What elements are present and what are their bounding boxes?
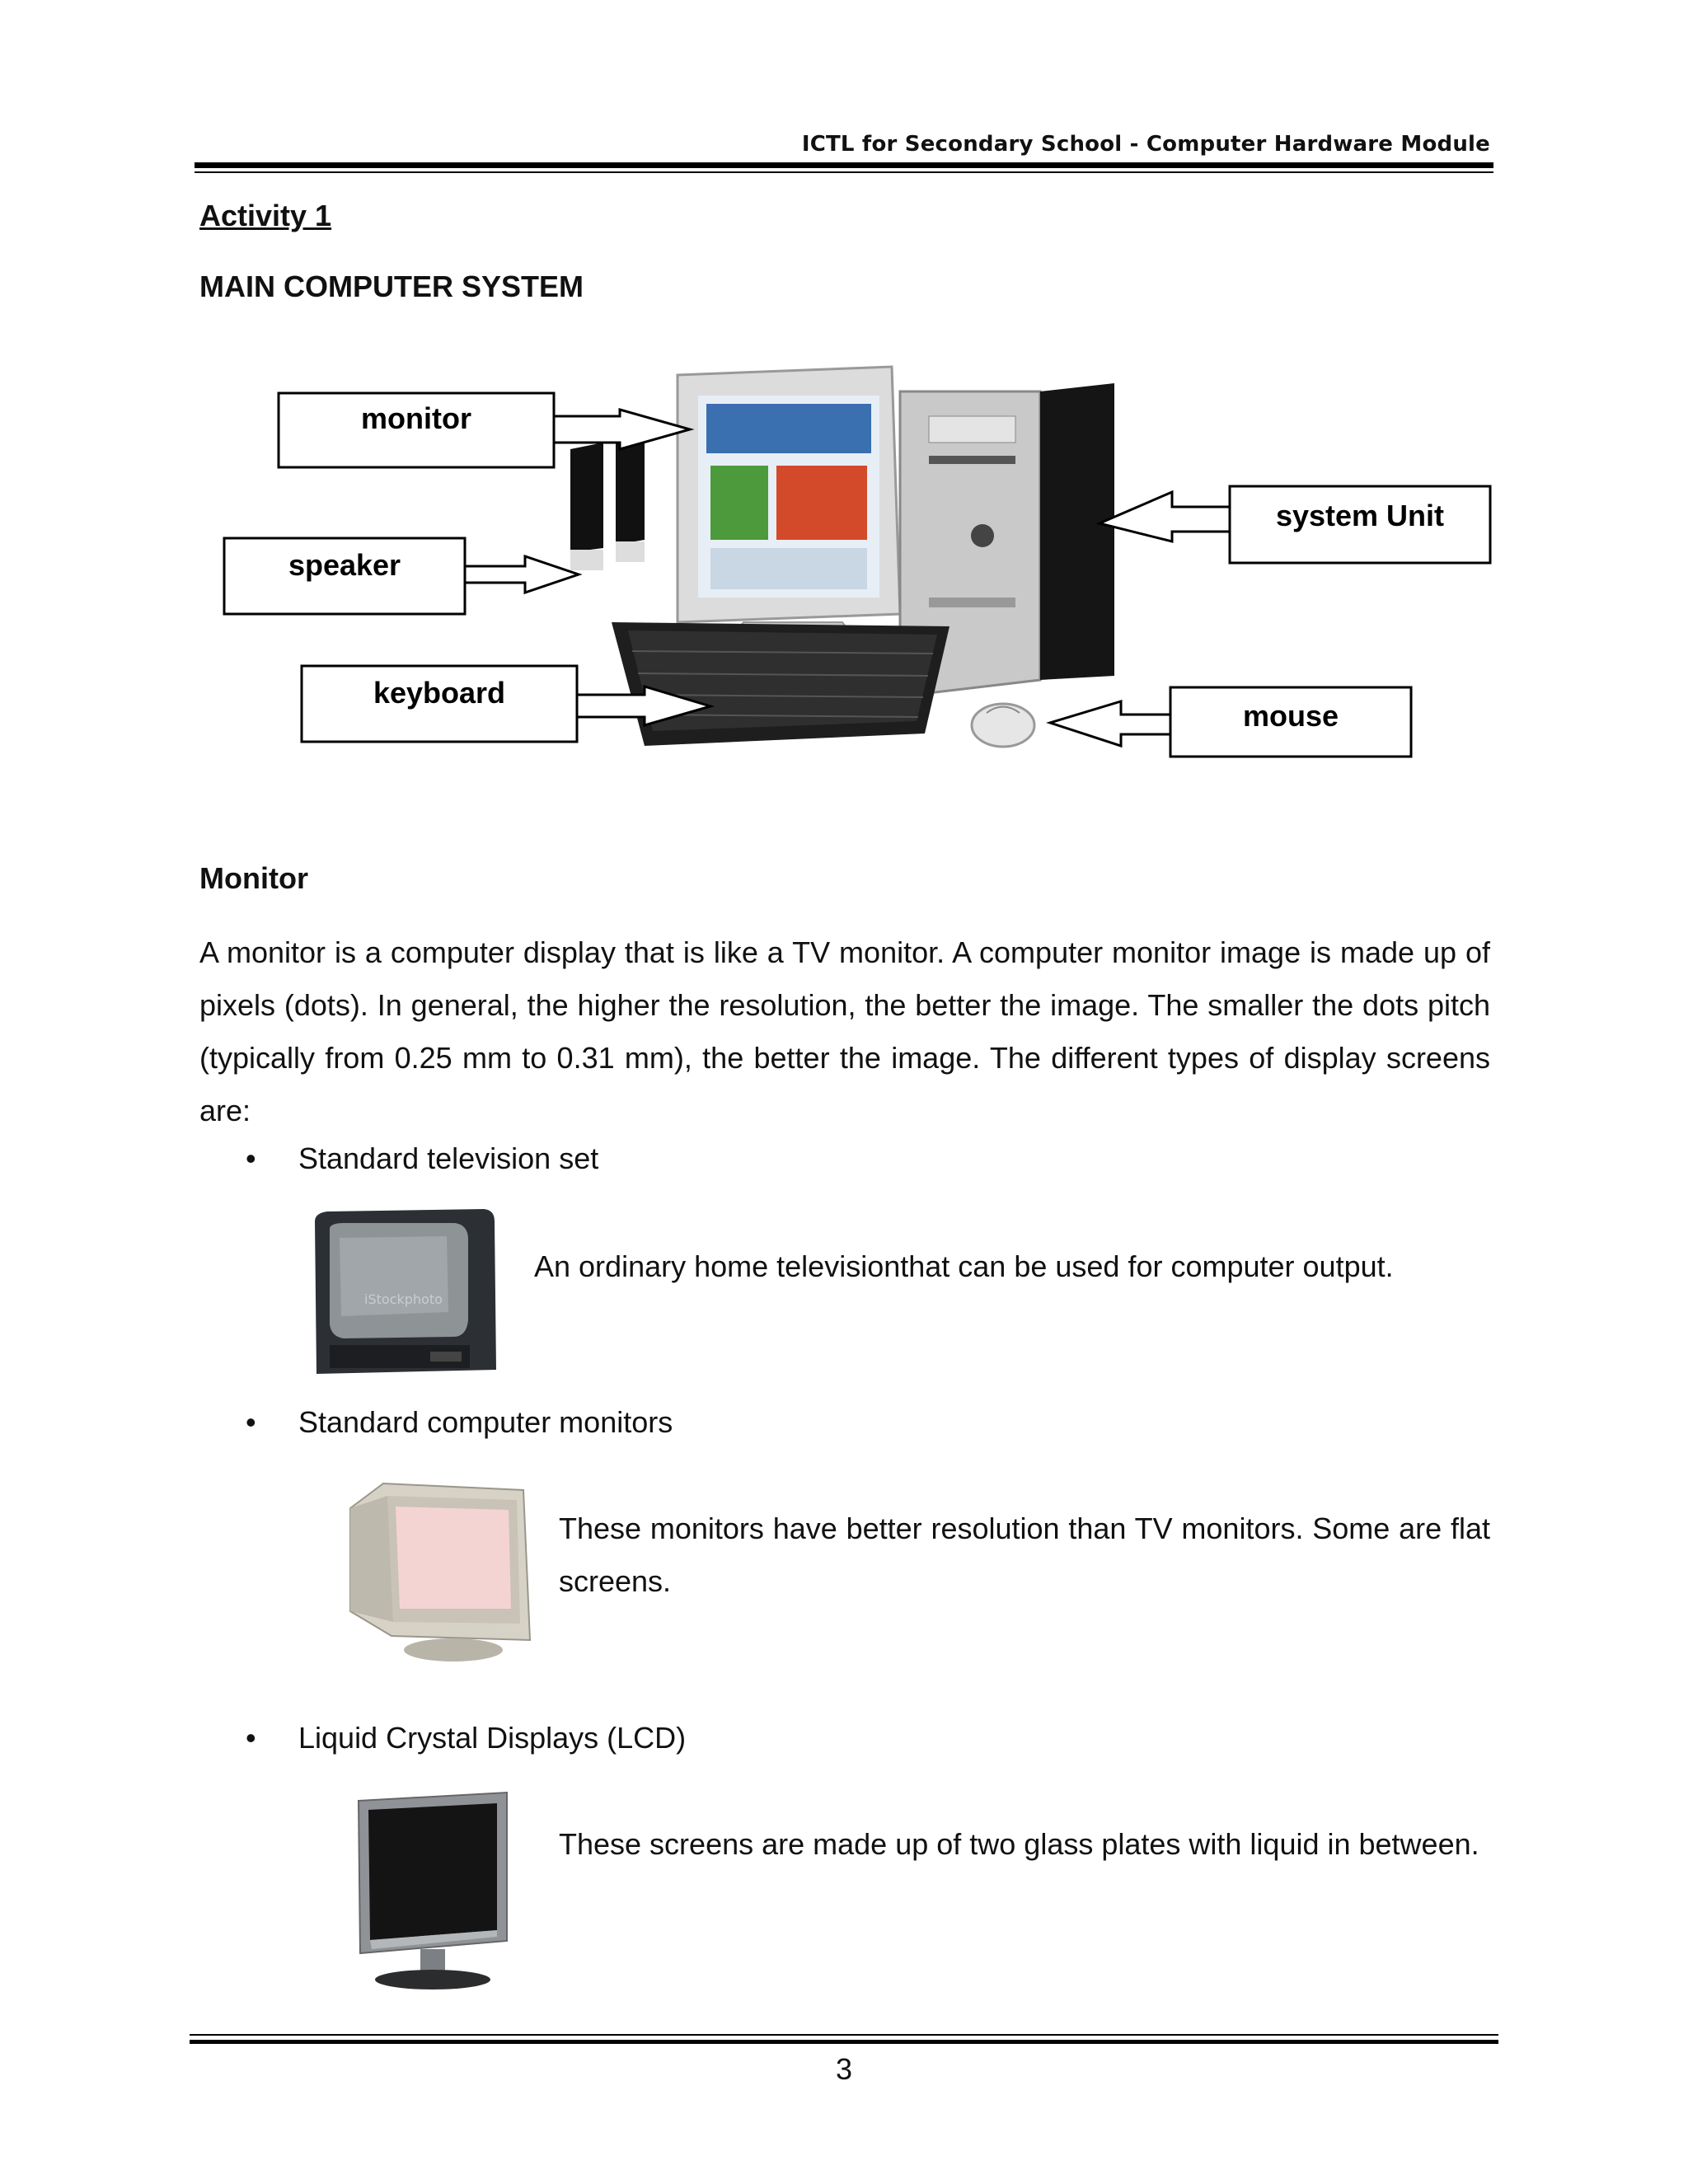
mouse-illustration xyxy=(972,704,1034,747)
header-rule-thick xyxy=(195,162,1493,168)
system-unit-arrow-icon xyxy=(1100,492,1230,541)
section-title: MAIN COMPUTER SYSTEM xyxy=(199,269,584,303)
type-name-crt: Standard computer monitors xyxy=(298,1405,673,1439)
tv-image xyxy=(307,1205,499,1386)
label-monitor: monitor xyxy=(361,401,471,435)
computer-system-diagram xyxy=(216,350,1502,787)
lcd-monitor-image xyxy=(342,1788,515,1994)
label-keyboard: keyboard xyxy=(373,676,506,710)
bullet-icon: • xyxy=(246,1405,256,1439)
type-name-lcd: Liquid Crystal Displays (LCD) xyxy=(298,1721,687,1755)
label-speaker: speaker xyxy=(288,548,401,582)
monitor-heading: Monitor xyxy=(199,861,308,895)
speaker-illustration xyxy=(570,436,645,570)
keyboard-illustration xyxy=(612,622,950,746)
running-header: ICTL for Secondary School - Computer Hardware Module xyxy=(801,132,1490,157)
speaker-arrow-icon xyxy=(465,556,579,593)
crt-monitor-image xyxy=(326,1467,540,1669)
page-number: 3 xyxy=(835,2052,853,2086)
bullet-icon: • xyxy=(246,1141,256,1175)
label-system-unit: system Unit xyxy=(1275,499,1445,532)
monitor-paragraph: A monitor is a computer display that is like a TV monitor. A computer monitor image is made up of pixels (dots). In general, the higher the resolution, the better the image. The smaller the dots pitch (typically from 0.25 mm to 0.31 mm), the better the image. The different types of display screens are: xyxy=(199,935,1490,1127)
header-rule-thin xyxy=(195,171,1493,173)
mouse-arrow-icon xyxy=(1050,701,1170,746)
bullet-icon: • xyxy=(246,1721,256,1755)
type-desc-lcd: These screens are made up of two glass plates with liquid in between. xyxy=(559,1827,1479,1861)
activity-label: Activity 1 xyxy=(199,199,332,232)
footer-rule-thin xyxy=(190,2034,1498,2036)
footer-rule-thick xyxy=(190,2040,1498,2044)
type-desc-crt: These monitors have better resolution than TV monitors. Some are flat screens. xyxy=(559,1511,1490,1598)
type-desc-tv: An ordinary home televisionthat can be used for computer output. xyxy=(534,1249,1394,1283)
tv-image-watermark: iStockphoto xyxy=(364,1291,443,1307)
type-name-tv: Standard television set xyxy=(298,1141,599,1175)
label-mouse: mouse xyxy=(1242,699,1339,733)
monitor-illustration xyxy=(678,367,900,655)
monitor-arrow-icon xyxy=(554,410,690,449)
